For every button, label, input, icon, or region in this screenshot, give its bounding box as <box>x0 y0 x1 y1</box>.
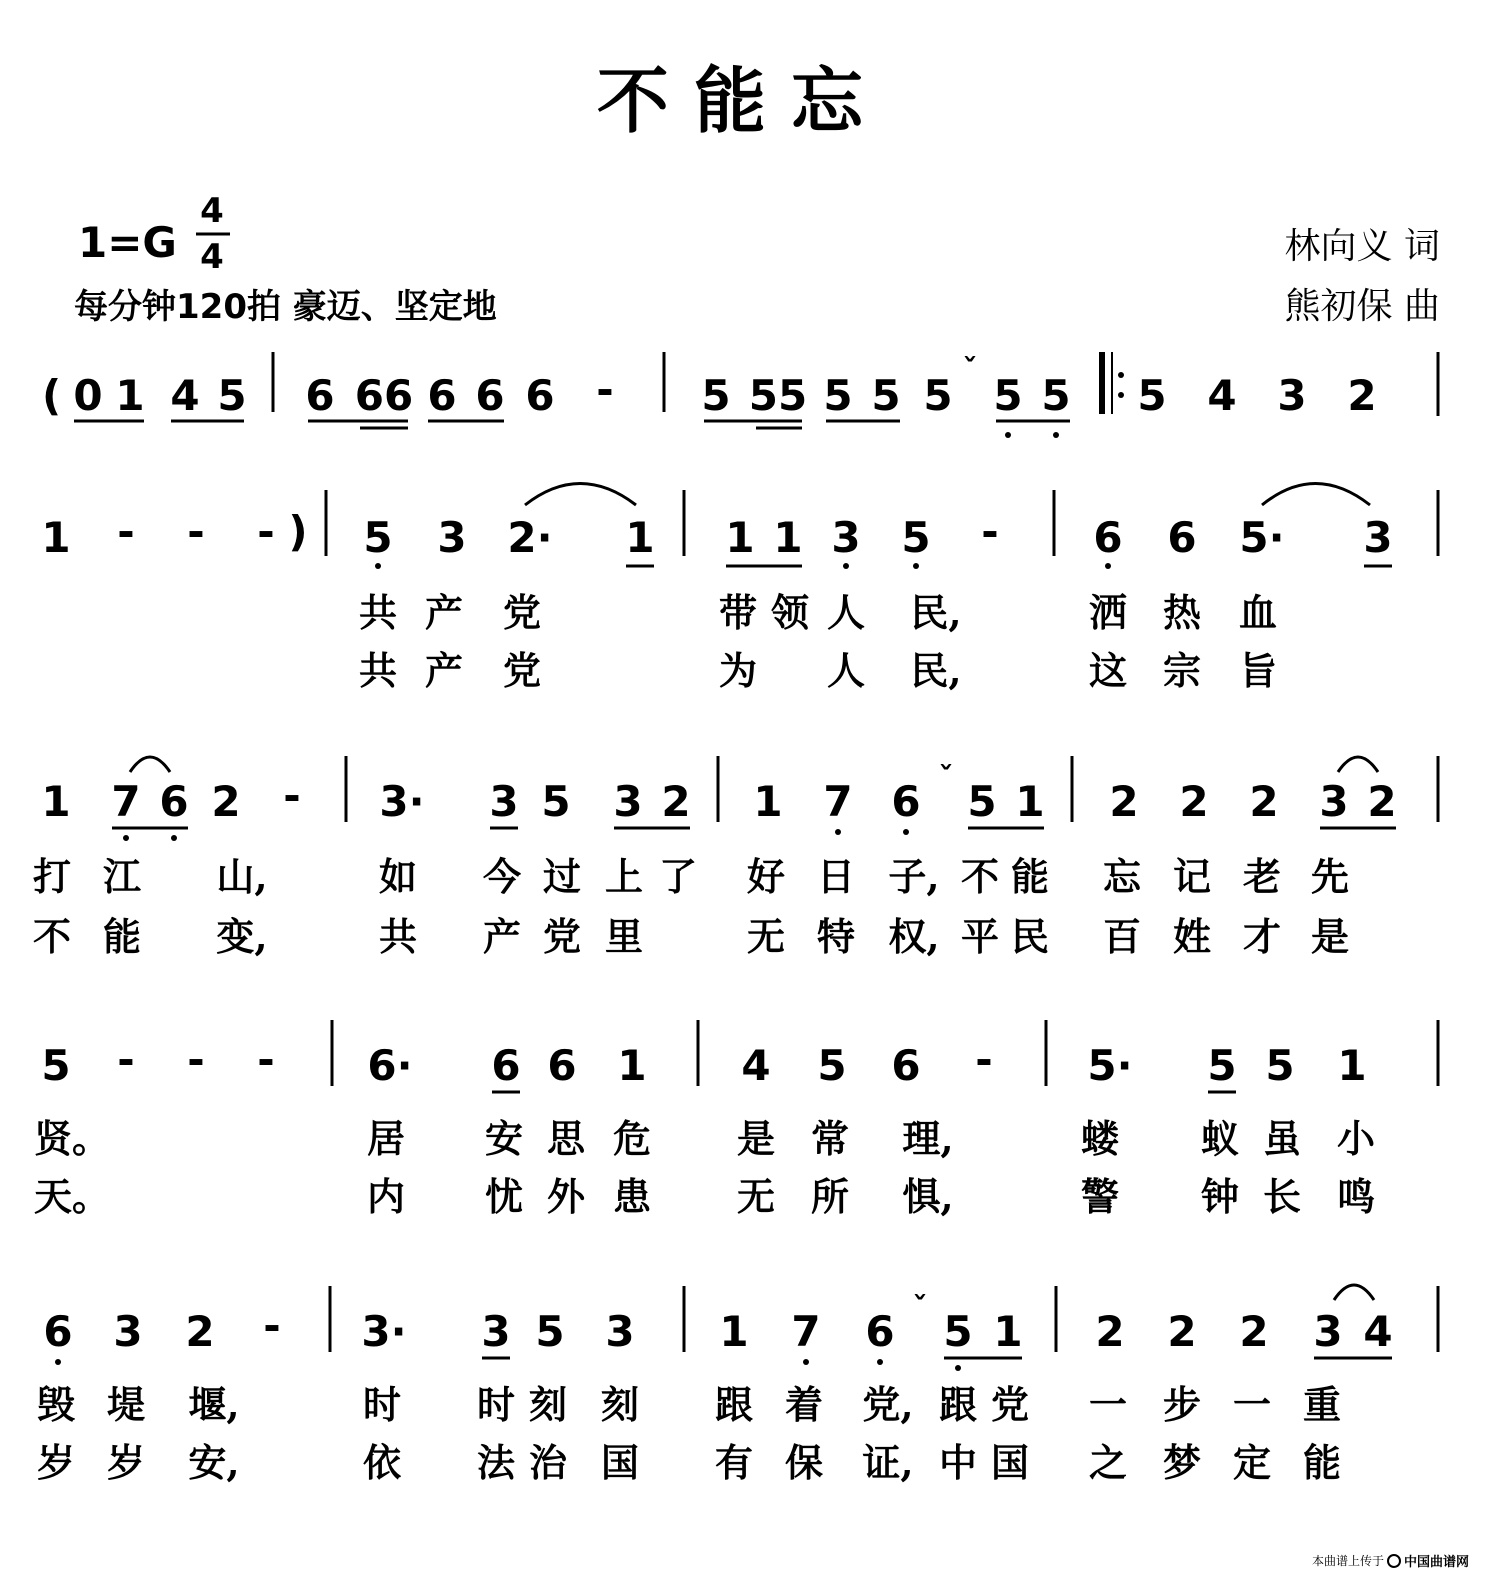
note: 6 <box>891 1041 921 1090</box>
note: 3 <box>1313 1307 1343 1356</box>
lyrics-verse-1 <box>34 1116 1376 1161</box>
lyric-char: 跟 <box>938 1382 978 1427</box>
note: 5 <box>363 513 393 562</box>
lyric-char: 虽 <box>1262 1116 1302 1161</box>
lyrics-verse-1 <box>33 854 1349 899</box>
lyric-char: 依 <box>362 1440 402 1485</box>
lyric-char: 无 <box>736 1174 776 1219</box>
note: ( <box>42 371 62 420</box>
note: 2· <box>507 513 553 562</box>
lyric-char: 打 <box>32 854 72 899</box>
lyric-char: 才 <box>1242 914 1282 959</box>
lyric-char: 能 <box>1010 854 1050 899</box>
lyric-char: 过 <box>542 854 582 899</box>
note: 1 <box>773 513 803 562</box>
lyric-char: 岁 <box>106 1440 146 1485</box>
note: 4 <box>741 1041 771 1090</box>
lyric-char: 思 <box>546 1116 586 1161</box>
lyrics-verse-2 <box>359 648 1277 693</box>
song-title: 不 能 忘 <box>596 58 864 143</box>
lyric-char: 重 <box>1302 1382 1342 1427</box>
footer-site: 中国曲谱网 <box>1404 1555 1470 1570</box>
lyric-char: 能 <box>102 914 142 959</box>
tempo-marking: 每分钟120拍 豪迈、坚定地 <box>74 287 497 327</box>
lyric-char: 民 <box>1010 914 1050 959</box>
score-line-4 <box>34 1020 1438 1219</box>
lyric-char: 洒 <box>1088 590 1128 635</box>
lyric-char: 这 <box>1088 648 1128 693</box>
note: 5 <box>535 1307 565 1356</box>
note: 1 <box>617 1041 647 1090</box>
note: 3 <box>831 513 861 562</box>
dash: - <box>596 365 614 414</box>
lyric-char: 好 <box>746 854 786 899</box>
footer-text: 本曲谱上传于 <box>1311 1554 1384 1568</box>
note: 3 <box>605 1307 635 1356</box>
lyrics-verse-2 <box>37 1440 1341 1485</box>
note: 5 <box>1137 371 1167 420</box>
lyric-char: 党 <box>990 1382 1030 1427</box>
breath-mark: ˇ <box>962 353 978 388</box>
note: 1 <box>993 1307 1023 1356</box>
lyric-char: 时 <box>362 1382 402 1427</box>
note: 1 <box>753 777 783 826</box>
lyric-char: 鸣 <box>1336 1174 1376 1219</box>
lyric-char: 之 <box>1088 1440 1128 1485</box>
note: 6· <box>367 1041 413 1090</box>
lyric-char: 国 <box>600 1440 640 1485</box>
lyric-char: 山, <box>216 854 268 899</box>
note: 3 <box>1277 371 1307 420</box>
note: 5 <box>41 1041 71 1090</box>
slur <box>130 757 170 772</box>
note: 3 <box>613 777 643 826</box>
lyric-char: 记 <box>1172 854 1212 899</box>
note: 6 <box>43 1307 73 1356</box>
lyric-char: 了 <box>658 854 698 899</box>
dash: - <box>975 1035 993 1084</box>
lyric-char: 外 <box>546 1174 586 1219</box>
note: 1 <box>41 513 71 562</box>
lyric-char: 时 <box>476 1382 516 1427</box>
note: 6 <box>427 371 457 420</box>
lyrics-verse-1 <box>359 590 1277 635</box>
repeat-start-sign <box>1102 352 1124 414</box>
lyric-char: 蚁 <box>1200 1116 1240 1161</box>
score-line-1 <box>42 352 1438 438</box>
lyric-char: 民, <box>910 590 962 635</box>
note: 5 <box>1041 371 1071 420</box>
lyric-char: 子, <box>888 854 940 899</box>
lyric-char: 民, <box>910 648 962 693</box>
lyric-char: 惧, <box>902 1174 954 1219</box>
lyric-char: 有 <box>714 1440 754 1485</box>
lyric-char: 血 <box>1238 590 1278 635</box>
lyric-char: 变, <box>216 914 268 959</box>
note: 5· <box>1239 513 1285 562</box>
note: 2 <box>185 1307 215 1356</box>
lyric-char: 共 <box>358 590 398 635</box>
lyric-char: 跟 <box>714 1382 754 1427</box>
note: 2 <box>1249 777 1279 826</box>
note: 5 <box>1265 1041 1295 1090</box>
note: 2 <box>1347 371 1377 420</box>
lyric-char: 产 <box>482 914 522 959</box>
note: 3· <box>379 777 425 826</box>
lyric-char: 产 <box>424 590 464 635</box>
note: 5 <box>871 371 901 420</box>
note: 5 <box>901 513 931 562</box>
lyric-char: 一 <box>1088 1382 1128 1427</box>
breath-mark: ˇ <box>912 1291 928 1326</box>
lyric-char: 党 <box>502 590 542 635</box>
lyric-char: 共 <box>358 648 398 693</box>
note: 2 <box>1109 777 1139 826</box>
lyric-char: 产 <box>424 648 464 693</box>
lyrics-verse-2 <box>33 914 1349 959</box>
lyric-char: 平 <box>960 914 1000 959</box>
note: 6 <box>475 371 505 420</box>
dash: - <box>283 771 301 820</box>
lyric-char: 居 <box>366 1116 406 1161</box>
lyric-char: 法 <box>476 1440 516 1485</box>
footer-watermark <box>1312 1553 1469 1570</box>
note: 5 <box>541 777 571 826</box>
note: 6 <box>1093 513 1123 562</box>
lyric-char: 定 <box>1232 1440 1272 1485</box>
note: 3 <box>489 777 519 826</box>
note: 5 <box>217 371 247 420</box>
lyric-char: 带 <box>718 590 758 635</box>
note: 2 <box>1239 1307 1269 1356</box>
dash: - <box>257 1035 275 1084</box>
lyric-char: 特 <box>816 914 856 959</box>
note: 5 <box>923 371 953 420</box>
lyric-char: 堤 <box>106 1382 146 1427</box>
lyric-char: 不 <box>960 854 1000 899</box>
score-line-5 <box>37 1285 1438 1485</box>
lyric-char: 内 <box>366 1174 406 1219</box>
lyric-char: 宗 <box>1162 648 1202 693</box>
dash: - <box>117 507 135 556</box>
score-line-3 <box>33 756 1438 959</box>
lyric-char: 危 <box>612 1116 652 1161</box>
time-signature-bottom: 4 <box>200 237 224 277</box>
time-signature <box>196 191 230 277</box>
note: 55 <box>748 371 808 420</box>
lyric-char: 忘 <box>1102 854 1142 899</box>
lyrics-verse-2 <box>34 1174 1375 1219</box>
lyrics-verse-1 <box>37 1382 1341 1427</box>
note: 5 <box>1207 1041 1237 1090</box>
lyric-char: 共 <box>378 914 418 959</box>
note: 6 <box>865 1307 895 1356</box>
note: 6 <box>159 777 189 826</box>
note: 66 <box>354 371 414 420</box>
note: 5 <box>993 371 1023 420</box>
note: 4 <box>170 371 200 420</box>
lyric-char: 党, <box>862 1382 914 1427</box>
lyric-char: 岁 <box>36 1440 76 1485</box>
lyric-char: 人 <box>826 590 866 635</box>
lyric-char: 毁 <box>36 1382 76 1427</box>
lyric-char: 刻 <box>528 1382 568 1427</box>
time-signature-top: 4 <box>200 191 224 231</box>
note: 4 <box>1363 1307 1393 1356</box>
lyric-char: 姓 <box>1172 914 1212 959</box>
note: 2 <box>1179 777 1209 826</box>
lyric-char: 着 <box>784 1382 824 1427</box>
breath-mark: ˇ <box>938 761 954 796</box>
lyric-char: 人 <box>826 648 866 693</box>
lyric-char: 旨 <box>1238 648 1278 693</box>
lyric-char: 百 <box>1102 914 1142 959</box>
slur <box>1334 1285 1374 1300</box>
note: 6 <box>891 777 921 826</box>
lyric-char: 长 <box>1262 1174 1302 1219</box>
lyric-char: 患 <box>612 1174 652 1219</box>
lyric-char: 所 <box>810 1174 850 1219</box>
lyric-char: 保 <box>784 1440 824 1485</box>
note: 3· <box>361 1307 407 1356</box>
lyric-char: 能 <box>1302 1440 1342 1485</box>
lyric-char: 里 <box>604 914 644 959</box>
note: 2 <box>1167 1307 1197 1356</box>
note: 5 <box>817 1041 847 1090</box>
lyric-char: 安 <box>484 1116 524 1161</box>
note: 5 <box>967 777 997 826</box>
dash: - <box>257 507 275 556</box>
note: 3 <box>113 1307 143 1356</box>
note: 1 <box>1337 1041 1367 1090</box>
note: 6 <box>1167 513 1197 562</box>
lyric-char: 梦 <box>1162 1440 1202 1485</box>
lyric-char: 今 <box>482 854 522 899</box>
note: 2 <box>661 777 691 826</box>
lyric-char: 上 <box>604 854 644 899</box>
lyric-char: 天。 <box>33 1174 111 1219</box>
dash: - <box>187 1035 205 1084</box>
note: 7 <box>111 777 141 826</box>
lyric-char: 不 <box>32 914 72 959</box>
note: 2 <box>1095 1307 1125 1356</box>
lyric-char: 贤。 <box>33 1116 111 1161</box>
lyric-char: 热 <box>1162 590 1202 635</box>
note: 5 <box>701 371 731 420</box>
note: 1 <box>41 777 71 826</box>
note: 2 <box>211 777 241 826</box>
note: 1 <box>719 1307 749 1356</box>
lyric-char: 江 <box>102 854 142 899</box>
lyric-char: 权, <box>888 914 940 959</box>
note: 5 <box>823 371 853 420</box>
lyric-char: 无 <box>746 914 786 959</box>
note: 1 <box>725 513 755 562</box>
note: 5 <box>943 1307 973 1356</box>
note: 7 <box>823 777 853 826</box>
lyric-char: 是 <box>1310 914 1350 959</box>
note: 2 <box>1367 777 1397 826</box>
slur <box>1338 757 1378 772</box>
note: 1 <box>115 371 145 420</box>
lyric-char: 先 <box>1310 854 1350 899</box>
lyric-char: 党 <box>542 914 582 959</box>
note: 3 <box>1363 513 1393 562</box>
key-signature: 1=G <box>78 218 177 267</box>
note: 5· <box>1087 1041 1133 1090</box>
note: 1 <box>1015 777 1045 826</box>
dash: - <box>263 1301 281 1350</box>
lyric-char: 领 <box>770 590 810 635</box>
lyric-char: 刻 <box>600 1382 640 1427</box>
lyric-char: 国 <box>990 1440 1030 1485</box>
lyric-char: 一 <box>1232 1382 1272 1427</box>
lyric-char: 小 <box>1336 1116 1376 1161</box>
lyric-char: 为 <box>718 648 758 693</box>
lyric-char: 党 <box>502 648 542 693</box>
note: 3 <box>437 513 467 562</box>
dash: - <box>981 507 999 556</box>
lyric-char: 钟 <box>1200 1174 1240 1219</box>
composer-credit: 熊初保 曲 <box>1284 286 1440 327</box>
lyric-char: 安, <box>188 1440 240 1485</box>
lyric-char: 证, <box>862 1440 914 1485</box>
note: 1 <box>625 513 655 562</box>
lyric-char: 日 <box>816 854 856 899</box>
lyric-char: 蝼 <box>1080 1116 1120 1161</box>
lyric-char: 步 <box>1162 1382 1202 1427</box>
slur <box>525 484 636 506</box>
note: 7 <box>791 1307 821 1356</box>
note: 4 <box>1207 371 1237 420</box>
lyric-char: 常 <box>810 1116 850 1161</box>
lyric-char: 是 <box>736 1116 776 1161</box>
lyric-char: 堰, <box>188 1382 240 1427</box>
lyric-char: 中 <box>938 1440 978 1485</box>
lyric-char: 老 <box>1242 854 1282 899</box>
note: 6 <box>491 1041 521 1090</box>
site-logo-icon <box>1388 1555 1400 1567</box>
slur <box>1262 484 1370 506</box>
note: 0 <box>73 371 103 420</box>
note: 3 <box>481 1307 511 1356</box>
dash: - <box>117 1035 135 1084</box>
note: 6 <box>305 371 335 420</box>
dash: - <box>187 507 205 556</box>
paren: ) <box>288 507 308 556</box>
lyricist-credit: 林向义 词 <box>1284 226 1440 267</box>
lyric-char: 治 <box>528 1440 568 1485</box>
lyric-char: 如 <box>378 854 418 899</box>
lyric-char: 理, <box>902 1116 954 1161</box>
note: 3 <box>1319 777 1349 826</box>
lyric-char: 忧 <box>484 1174 524 1219</box>
note: 6 <box>547 1041 577 1090</box>
note: 6 <box>525 371 555 420</box>
lyric-char: 警 <box>1080 1174 1120 1219</box>
score-line-2 <box>41 484 1438 694</box>
